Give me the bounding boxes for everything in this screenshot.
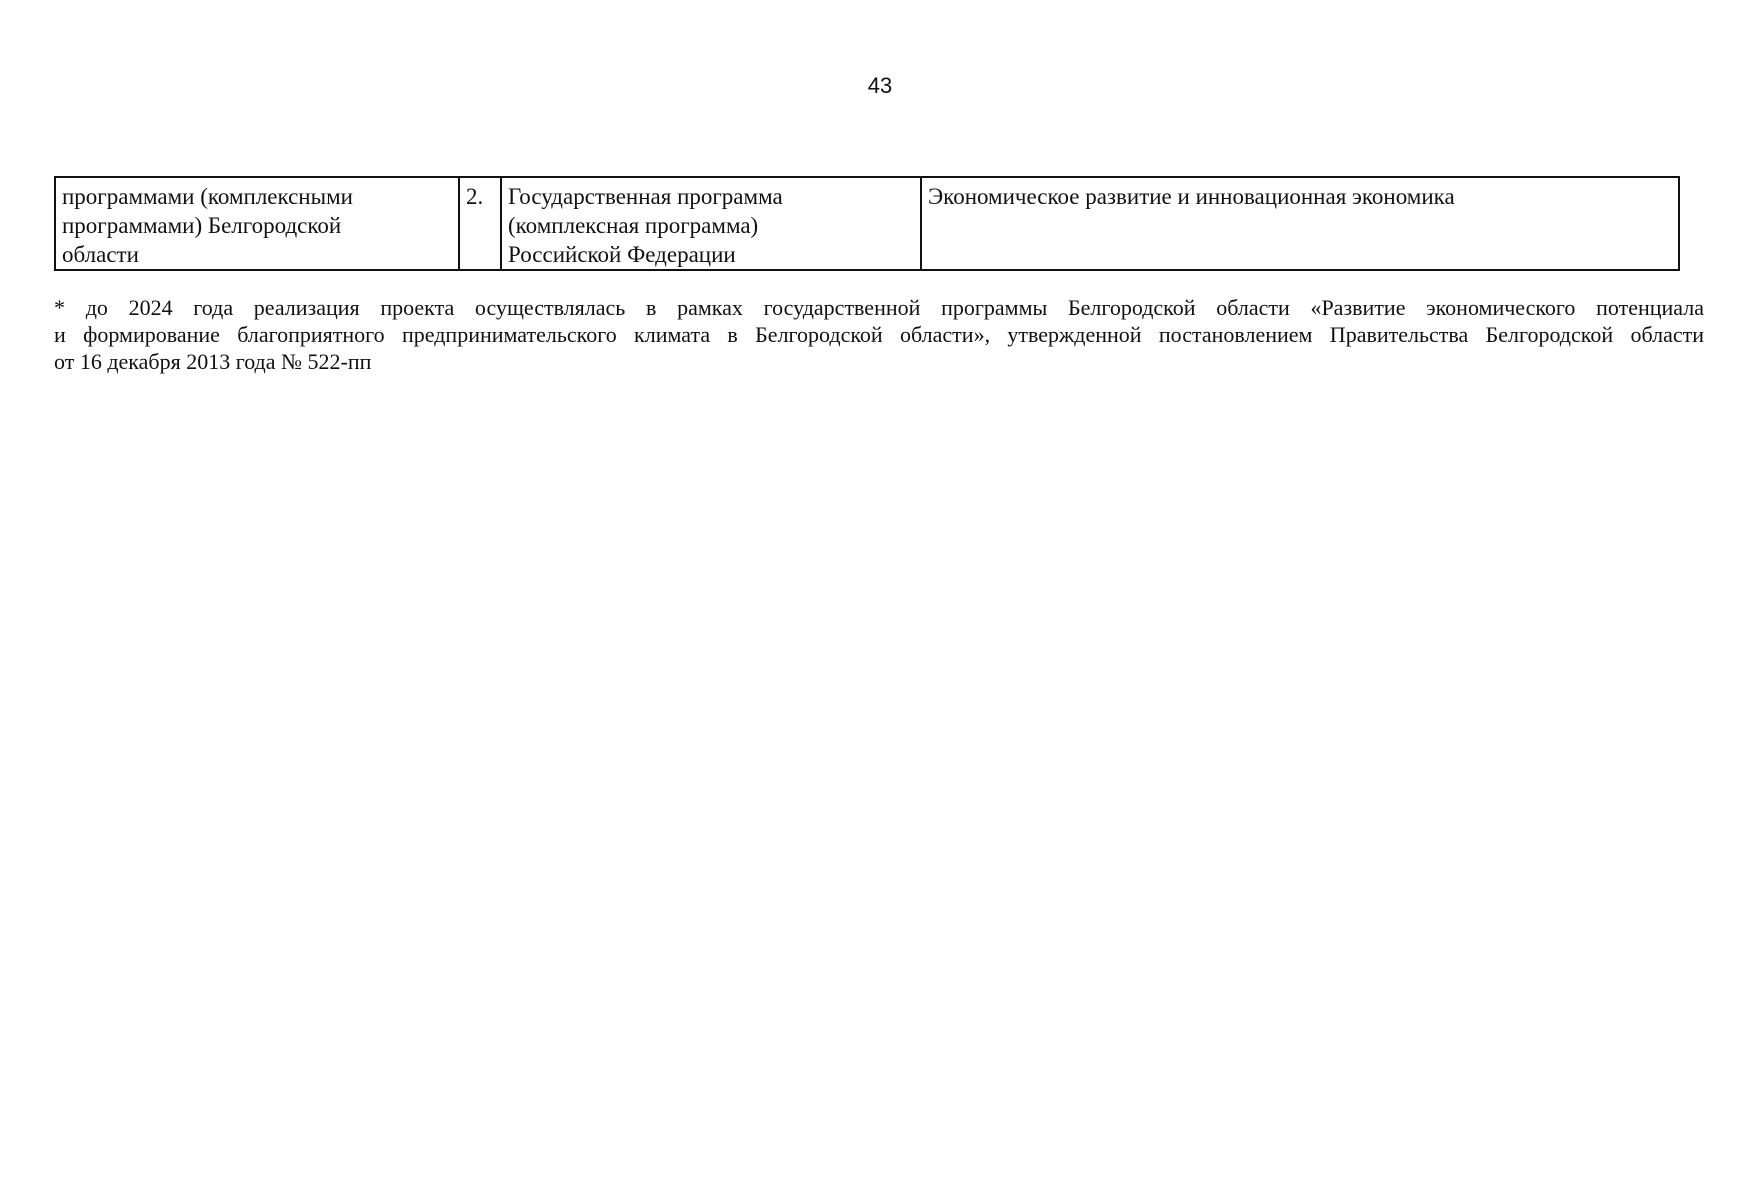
cell-state-program (501, 177, 921, 270)
cell-text-line: (комплексная программа) (508, 213, 759, 238)
cell-program-owner (55, 177, 459, 270)
table-container (54, 176, 1678, 271)
footnote-line: от 16 декабря 2013 года № 522-пп (54, 349, 372, 374)
cell-text-line: программами (комплексными (62, 184, 353, 209)
cell-text-line: области (62, 242, 139, 267)
page-number: 43 (867, 73, 893, 98)
program-table (54, 176, 1680, 271)
cell-program-name: Экономическое развитие и инновационная экономика (921, 177, 1679, 270)
cell-text-line: программами) Белгородской (62, 213, 342, 238)
footnote-line: * до 2024 года реализация проекта осуществлялась в рамках государственной программы Белгородской области «Развитие экономического потенциала (54, 295, 1704, 320)
cell-text-line: Российской Федерации (508, 242, 736, 267)
cell-row-number: 2. (459, 177, 501, 270)
table-row (55, 177, 1679, 270)
footnote (54, 294, 1704, 375)
cell-text-line: Государственная программа (508, 184, 783, 209)
footnote-line: и формирование благоприятного предпринимательского климата в Белгородской области», утвержденной постановлением Правительства Белгородской области (54, 322, 1704, 347)
